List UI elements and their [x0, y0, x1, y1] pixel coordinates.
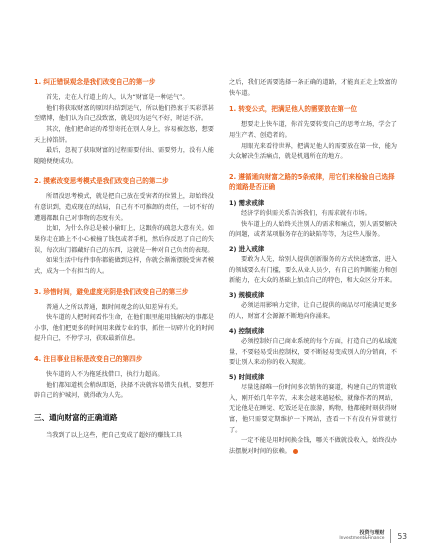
paragraph: 他们将获取财富的原因归结到运气，所以他们热衷于买彩票甚至赌博，他们认为自己没致富，就是因为运气不好，时运不济。: [34, 104, 214, 123]
subheading: 4) 控制戒律: [229, 326, 265, 335]
paragraph: 快车道上的人始终关注别人的需求和痛点，别人需要解决的问题，或者某项服务存在的缺陷等等，为这些人服务。: [229, 220, 397, 239]
section-heading: 2. 摸索改变思考模式是我们改变自己的第二步: [34, 177, 169, 186]
magazine-name: [339, 530, 384, 542]
paragraph: 当我到了以上这些，把自己变成了超好的赚钱工具: [46, 432, 183, 439]
paragraph: 用眼光来看待世界，把满足他人的需要放在第一位，能为大众解决生活痛点，就是机遇所在的地方。: [229, 142, 397, 161]
paragraph-text: 一定不能是用时间换金钱，哪关不做就没收入，始终没办法摆脱对时间的依赖。: [229, 437, 397, 456]
section-heading: 2. 遵循通向财富之路的5条戒律，用它们来检验自己选择的道路是否正确: [229, 172, 395, 191]
section-heading: 4. 注目事业目标是改变自己的第四步: [34, 355, 143, 364]
paragraph: 快车道的人不为拖延找借口，执行力超高。: [46, 371, 164, 379]
paragraph: 首先，走在人行道上的人，认为“财富是一种运气”。: [46, 93, 189, 101]
end-mark-icon: [293, 449, 298, 454]
right-column: [229, 78, 397, 458]
page-footer: [339, 529, 407, 543]
paragraph: 必须运用影响力定律，让自己提供的商品尽可能满足更多的人，财富才会源源不断地向你涌来。: [229, 302, 397, 320]
left-column: [34, 78, 214, 442]
paragraph: 经济学的供需关系告诉我们，有需求就有市场。: [241, 209, 371, 217]
section-heading: 1. 转变公式，把满足他人的需要放在第一位: [229, 105, 358, 114]
paragraph: 所谓没思考模式，就是把自己放在受害者的位置上，却始终没有意识到，造成现在的结局，自己有不可推卸的责任，一切不好的遭遇都跟自己对事物的态度有关。: [34, 193, 214, 222]
chapter-heading: 三、通向财富的正确道路: [34, 413, 118, 422]
paragraph: 普通人之所以普通，跟时间观念的认知差异有关。: [46, 303, 183, 311]
paragraph: [229, 436, 397, 457]
subheading: 1) 需求戒律: [229, 198, 265, 207]
subheading: 3) 规模戒律: [229, 291, 265, 300]
paragraph: 比如，为什么你总是被小偷盯上，这跟你的疏忽大意有关。如果你走在路上不小心被撞了钱包或者手机，然后你反思了自己的失误，每次出门都藏好自己的东西，这就是一种对自己负责的表现。: [34, 225, 214, 254]
paragraph: 其次，他们把命运的希望寄托在别人身上，容易被忽悠，想要天上掉馅饼。: [34, 125, 214, 144]
paragraph: 快车道的人把时间看作生命，在他们眼里能用钱解决的事都是小事，他们把更多的时间用来做专业的事，抓住一切碎片化的时间提升自己，不停学习，获取最新信息。: [34, 314, 214, 343]
paragraph: 最后，忽视了获取财富的过程需要付出、需要努力，没有人能随随便便成功。: [34, 147, 214, 165]
subheading: 2) 进入戒律: [229, 244, 265, 253]
magazine-name-en: Investment&Finance: [339, 536, 385, 542]
page-number: 53: [397, 531, 407, 541]
subheading: 5) 时间戒律: [229, 372, 265, 381]
magazine-name-cn: 投资与理财: [359, 529, 385, 536]
paragraph: 尽量选择唯一份时间多次销售的赛道，构建自己的管道收入，刚开始几年辛苦，未来会越来越轻松，就像作者的网站，无论他是在睡觉、吃饭还是在旅游，购物，他都能时刻获得财富，他只需要定期维护一下网站，查看一下有没有异常就行了。: [229, 384, 397, 434]
section-heading: 1. 纠正错误观念是我们改变自己的第一步: [34, 78, 156, 86]
paragraph: 必须控制好自己商业系统的每个方面，打造自己的私域流量，不要轻易受出控制权，要不断轻易变成别人的分销商，不要让别人来动你的收入现流。: [229, 337, 397, 367]
paragraph: 他们都知道机会稍纵即逝，抉择不决就容易错失良机，要想开辟自己的护城河，就得敢为人先。: [34, 381, 214, 400]
paragraph: 之后，我们还需要选择一条正确的道路，才能真正走上致富的快车道。: [229, 79, 397, 97]
paragraph: 想要走上快车道，你首先要转变自己的思考立场，学会了用生产者、创造者的。: [229, 121, 397, 139]
section-heading: 3. 珍惜时间，避免虚度光阴是我们改变自己的第三步: [34, 287, 189, 296]
footer-divider: [390, 529, 391, 543]
paragraph: 如果生活中每件事你都能做到这样，你就会渐渐摆脱受害者模式，成为一个有担当的人。: [34, 257, 214, 275]
paragraph: 要敢为人先，给别人提供创新服务的方式快速致富，进入的领域要么有门槛，要么从业人员少，有自己的判断能力和创新能力，在大众的基础上加点自己的特色，和大众区分开来。: [229, 256, 397, 285]
